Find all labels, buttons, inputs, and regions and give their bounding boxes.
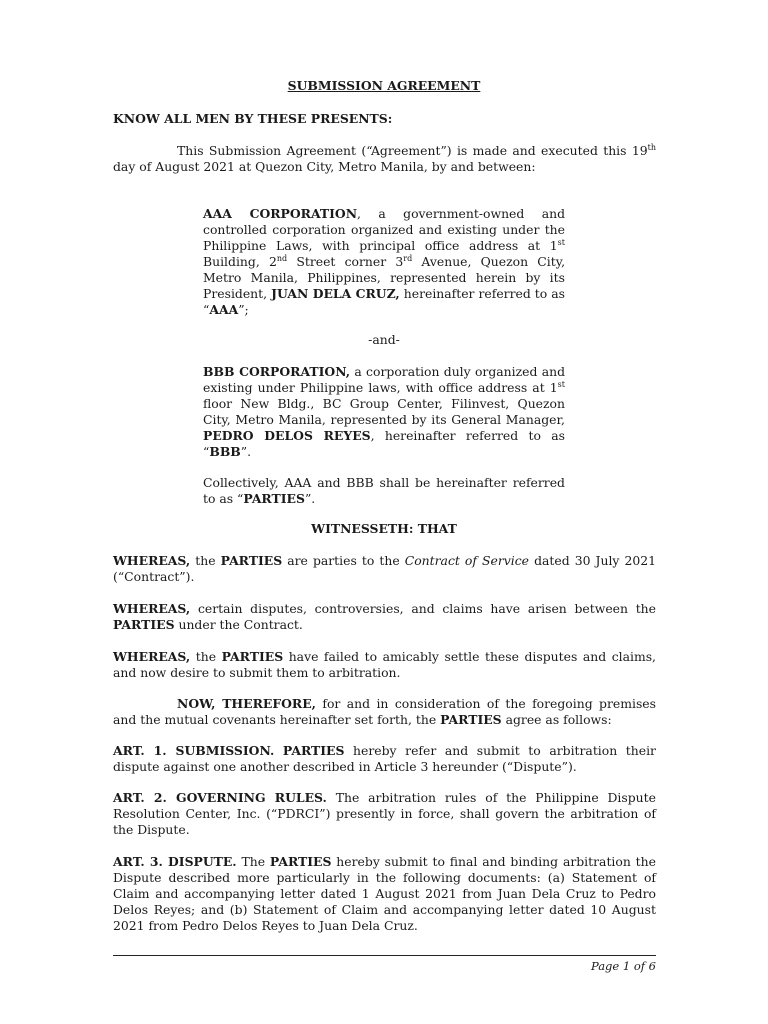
party-b-paragraph: BBB CORPORATION, a corporation duly organized and existing under Philippine laws, with office address at 1st floor New Bldg., BC Group Center, Filinvest, Quezon City, Metro Manila, represented by its General Manager, PEDRO DELOS REYES, hereinafter referred to as “BBB”. bbox=[203, 364, 565, 459]
whereas-clause-2: WHEREAS, certain disputes, controversies, and claims have arisen between the PARTIES under the Contract. bbox=[113, 601, 656, 632]
witnesseth-heading: WITNESSETH: THAT bbox=[311, 521, 457, 536]
whereas-clause-1: WHEREAS, the PARTIES are parties to the Contract of Service dated 30 July 2021 (“Contract”). bbox=[113, 553, 657, 584]
document-title: SUBMISSION AGREEMENT bbox=[287, 78, 481, 93]
article-3: ART. 3. DISPUTE. The PARTIES hereby submit to final and binding arbitration the Dispute described more particularly in the following documents: (a) Statement of Claim and accompanying letter dated 1 August 2021 from Juan Dela Cruz to Pedro Delos Reyes; and (b) Statement of Claim and accompanying letter dated 10 August 2021 from Pedro Delos Reyes to Juan Dela Cruz. bbox=[113, 854, 656, 933]
party-a-paragraph: AAA CORPORATION, a government-owned and controlled corporation organized and existing under the Philippine Laws, with principal office address at 1st Building, 2nd Street corner 3rd Avenue, Quezon City, Metro Manila, Philippines, represented herein by its President, JUAN DELA CRUZ, hereinafter referred to as “AAA”; bbox=[203, 206, 566, 317]
collectively-paragraph: Collectively, AAA and BBB shall be hereinafter referred to as “PARTIES”. bbox=[203, 475, 565, 506]
now-therefore-paragraph: NOW, THEREFORE, for and in consideration of the foregoing premises and the mutual covenants hereinafter set forth, the PARTIES agree as follows: bbox=[113, 696, 656, 727]
know-all-heading: KNOW ALL MEN BY THESE PRESENTS: bbox=[113, 111, 393, 126]
article-2: ART. 2. GOVERNING RULES. The arbitration rules of the Philippine Dispute Resolution Center, Inc. (“PDRCI”) presently in force, shall govern the arbitration of the Dispute. bbox=[113, 790, 656, 837]
intro-paragraph: This Submission Agreement (“Agreement”) is made and executed this 19th day of August 2021 at Quezon City, Metro Manila, by and between: bbox=[113, 143, 656, 174]
footer-divider bbox=[113, 955, 656, 956]
page-number: Page 1 of 6 bbox=[590, 959, 656, 973]
and-separator: -and- bbox=[368, 332, 400, 347]
article-1: ART. 1. SUBMISSION. PARTIES hereby refer and submit to arbitration their dispute against one another described in Article 3 hereunder (“Dispute”). bbox=[113, 743, 656, 774]
whereas-clause-3: WHEREAS, the PARTIES have failed to amicably settle these disputes and claims, and now desire to submit them to arbitration. bbox=[113, 649, 656, 680]
